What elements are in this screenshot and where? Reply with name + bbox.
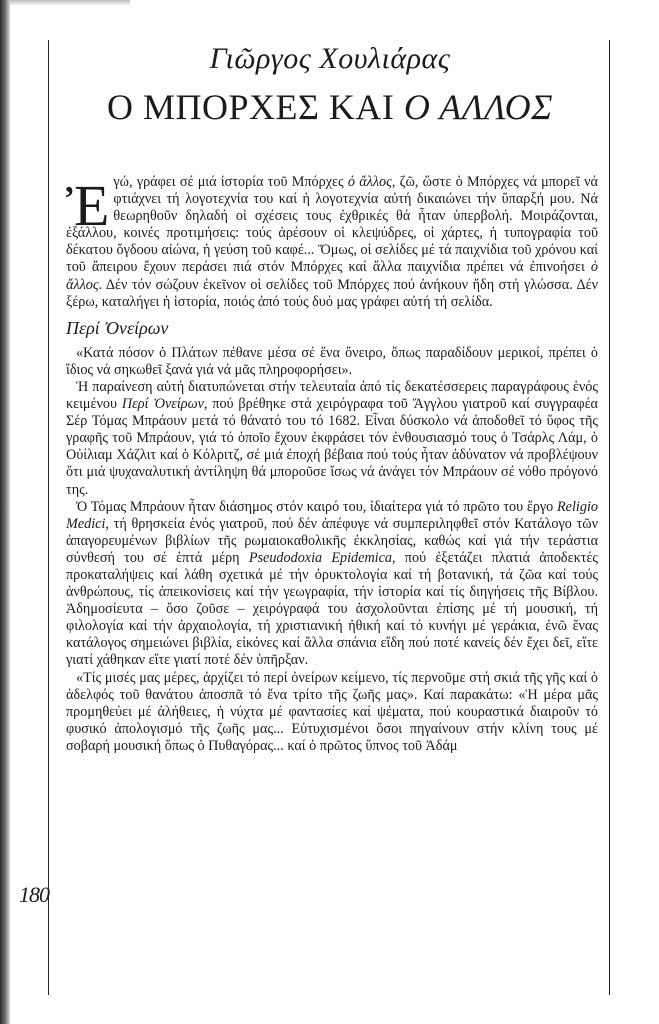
p3-text-b: , τή θρησκεία ἑνός γιατροῦ, πού δέν ἀπέφυγε νά συμπεριληφθεῖ στόν Κατάλογο τῶν ἀπαγορευμένων βιβλίων τῆς ρωμαιοκαθολικῆς ἐκκλησίας, καθώς καί γιά τήν τεράστια σύνθεσή του σέ ἑπτά μέρη [66,515,598,566]
paragraph-exhortation [66,379,598,499]
p2-text-a: Ἡ παραίνεση αὐτή διατυπώνεται στήν τελευταία ἀπό τίς δεκατέσσερεις παραγράφους ἑνός κειμένου [66,378,598,413]
paragraph-quote: «Κατά πόσον ὁ Πλάτων πέθανε μέσα σέ ἕνα ὄνειρο, ὅπως παραδίδουν μερικοί, πρέπει ὁ ἴδιος νά σηκωθεῖ ξανά γιά νά μᾶς πληροφορήσει». [66,344,598,378]
article-body [66,150,598,755]
section-heading: Περί Ὀνείρων [66,317,169,338]
title-spacing [66,150,598,174]
title-main: Ο ΜΠΟΡΧΕΣ ΚΑΙ [106,87,404,127]
right-column-rule [609,40,610,995]
paragraph-browne [66,499,598,670]
article-title [60,86,600,128]
paragraph-dreams: «Τίς μισές μας μέρες, ἀρχίζει τό περί ὀνείρων κείμενο, τίς περνοῦμε στή σκιά τῆς γῆς καί ὁ ἀδελφός τοῦ θανάτου ἀποσπᾶ τό ἕνα τρίτο τῆς ζωῆς μας». Καί παρακάτω: «Ἡ μέρα μᾶς προμηθεύει μέ ἀλήθειες, ἡ νύχτα μέ φαντασίες καί ψέματα, πού κουραστικά διαιροῦν τό φυσικό ἀπολογισμό τῆς ζωῆς μας... Εὐτυχισμένοι ὅσοι πηγαίνουν στήν κλίνη τους μέ σοβαρή μουσική ὅπως ὁ Πυθαγόρας... καί ὁ πρῶτος ὕπνος τοῦ Ἀδάμ [66,669,598,754]
intro-italic-2: ὁ ἄλλος [66,259,598,293]
intro-italic-1: ὁ ἄλλος [347,174,392,190]
page-edge-shadow [0,0,10,1024]
p3-italic-pseudodoxia: Pseudodoxia Epidemica [248,549,393,566]
p3-text-a: Ὁ Τόμας Μπράουν ἦταν διάσημος στόν καιρό του, ἰδιαίτερα γιά τό πρῶτο του ἔργο [76,498,558,515]
p3-italic-religio: Religio Medici [66,498,598,532]
author-name: Γιῶργος Χουλιάρας [209,42,451,75]
p3-text-c: , πού ἐξετάζει πλατιά ἀποδεκτές προκαταλήψεις καί λάθη σχετικά μέ τήν ὀρυκτολογία καί τή βοτανική, τά ζῶα καί τούς ἀνθρώπους, τίς ἀπεικονίσεις καί τήν γεωγραφία, τήν ἱστορία καί τίς διηγήσεις τῆς Βίβλου. Ἀδημοσίευτα – ὅσο ζοῦσε – χειρόγραφά του ἀσχολοῦνται ἐπίσης μέ τή μουσική, τή φιλολογία καί τήν ἀρχαιολογία, τή χριστιανική ἠθική καί τό κυνήγι μέ γεράκια, ἐνῶ ἕνας κατάλογος σημειώνει βιβλία, εἰκόνες καί ἄλλα σπάνια εἴδη πού ποτέ κανείς δέν ἔχει δεῖ, εἴτε γιατί χάθηκαν εἴτε γιατί ποτέ δέν ὑπῆρξαν. [66,549,599,669]
title-italic: Ο ΑΛΛΟΣ [403,87,554,127]
drop-cap: Ἐ [66,173,110,238]
intro-text-3: . Δέν τόν σώζουν ἐκεῖνον οἱ σελίδες τοῦ Μπόρχες πού ἀνήκουν ἤδη στή γλώσσα. Δέν ξέρω, καταλήγει ἡ ἱστορία, ποιός ἀπό τούς δυό μας γράφει αὐτή τή σελίδα. [66,276,598,310]
page-number: 180 [19,882,49,907]
page-top-shadow [10,0,130,6]
intro-paragraph [66,174,598,311]
left-column-rule [48,40,49,995]
p2-italic-title: Περί Ὀνείρων [121,396,204,413]
intro-text-1: γώ, γράφει σέ μιά ἱστορία τοῦ Μπόρχες [113,174,348,190]
p2-text-b: , πού βρέθηκε στά χειρόγραφα τοῦ Ἄγγλου γιατροῦ καί συγγραφέα Σέρ Τόμας Μπράουν μετά τό θάνατό του τό 1682. Εἶναι δύσκολο νά ἀποδοθεῖ τό ὕφος τῆς γραφῆς τοῦ Μπράουν, γιά τό ὁποῖο ἔχουν ἐκφράσει τόν ἐνθουσιασμό τους ὁ Τσάρλς Λάμ, ὁ Οὐίλιαμ Χάζλιτ καί ὁ Κόλριτζ, σέ μιά ἐποχή βέβαια πού τούς ἦταν ἀδύνατον νά προβλέψουν ὅτι μιά ψυχαναλυτική ἀντίληψη θά μποροῦσε ἴσως νά ἀνάγει τόν Μπράουν σέ νόθο πρόγονό της. [66,396,598,498]
intro-text-2: , ζῶ, ὥστε ὁ Μπόρχες νά μπορεῖ νά φτιάχνει τή λογοτεχνία του καί ἡ λογοτεχνία αὐτή δικαιώνει τήν ὕπαρξή μου. Νά θεωρηθοῦν δηλαδή οἱ σχέσεις τους ἐχθρικές θά ἦταν ὑπερβολή. Μοιράζονται, ἐξάλλου, κοινές προτιμήσεις: τούς ἀρέσουν οἱ κλεψύδρες, οἱ χάρτες, ἡ τυπογραφία τοῦ δέκατου ὄγδοου αἰώνα, ἡ γεύση τοῦ καφέ... Ὅμως, οἱ σελίδες μέ τά παιχνίδια τοῦ χρόνου καί τοῦ ἄπειρου ἔχουν περάσει πιά στόν Μπόρχες καί ἄλλα παιχνίδια πρέπει νά ἐπινοήσει [66,174,598,276]
